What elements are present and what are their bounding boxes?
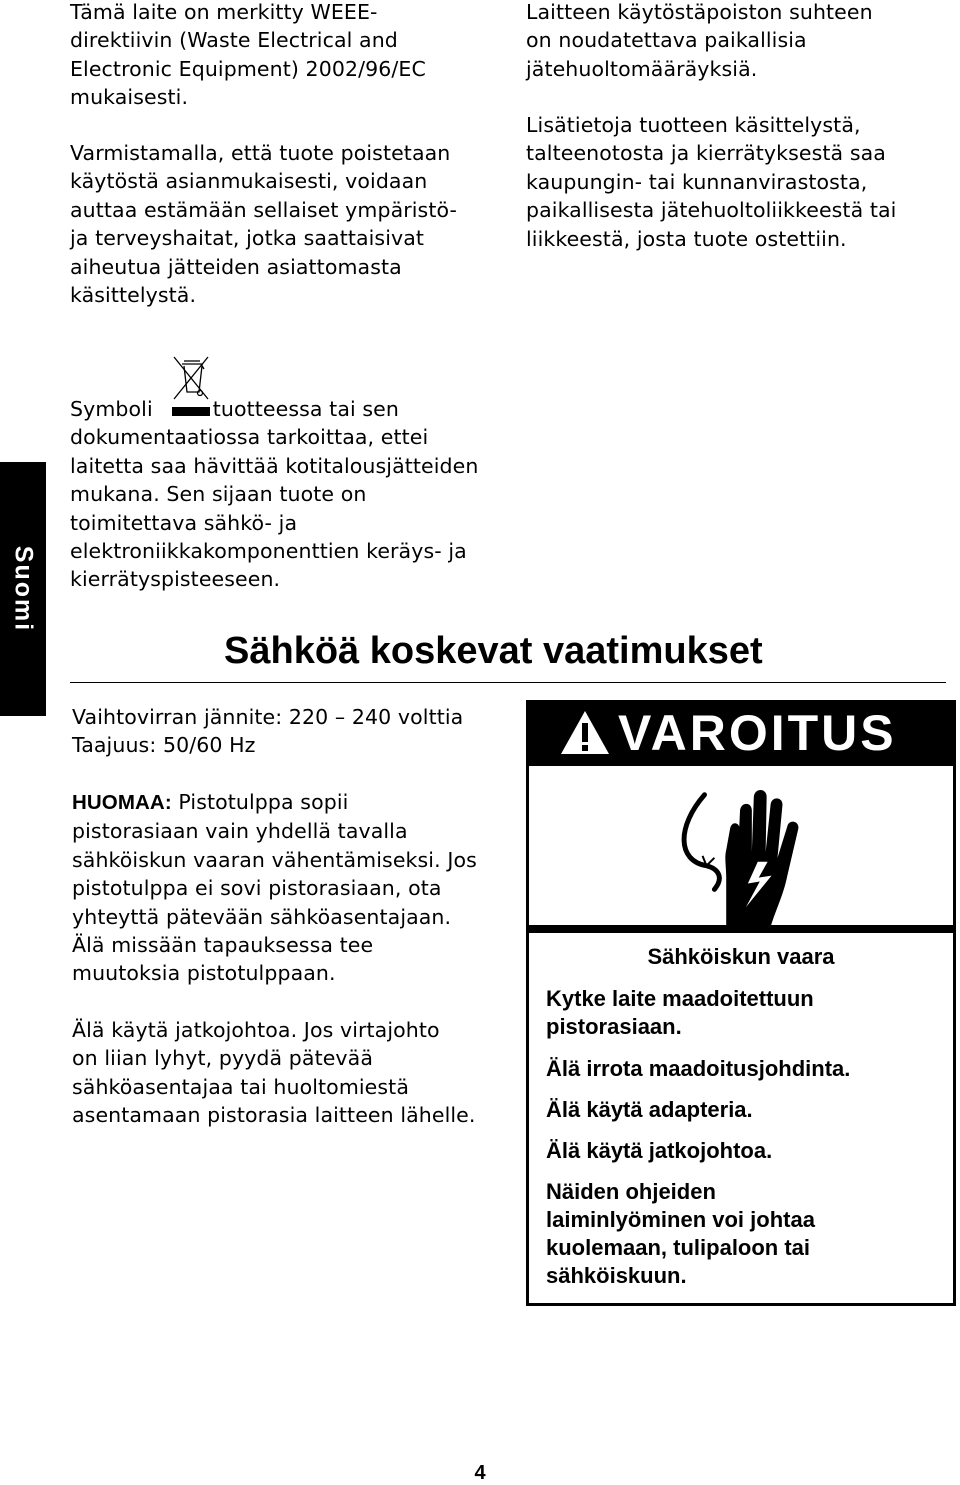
text-line: paikallisesta jätehuoltoliikkeestä tai — [526, 198, 897, 223]
text-line: talteenotosta ja kierrätyksestä saa — [526, 141, 886, 166]
note-text: Pistotulppa sopii — [171, 790, 349, 814]
extension-cord-paragraph — [72, 1016, 476, 1130]
symbol-trailing-text: tuotteessa tai sen — [212, 397, 399, 421]
text-line: Kytke laite maadoitettuun — [546, 986, 814, 1011]
text-line: sähköiskuun. — [546, 1263, 687, 1288]
warning-box — [526, 700, 956, 1306]
text-line: laitetta saa hävittää kotitalousjätteiden — [70, 453, 479, 478]
warning-separator — [526, 925, 956, 933]
text-line: elektroniikkakomponenttien keräys- ja — [70, 539, 467, 564]
text-line: on noudatettava paikallisia — [526, 28, 807, 53]
disposal-benefit-paragraph — [70, 139, 457, 309]
warning-title: VAROITUS — [618, 705, 897, 761]
text-line: käytöstä asianmukaisesti, voidaan — [70, 169, 428, 194]
text-line: mukaisesti. — [70, 85, 189, 110]
electric-shock-hand-icon — [529, 766, 953, 928]
text-line: pistorasiaan vain yhdellä tavalla — [72, 819, 408, 844]
text-line: Tämä laite on merkitty WEEE- — [70, 0, 378, 24]
warning-body — [526, 933, 956, 1306]
text-line: direktiivin (Waste Electrical and — [70, 28, 398, 53]
voltage-line: Vaihtovirran jännite: 220 – 240 volttia — [72, 705, 464, 729]
text-line: mukana. Sen sijaan tuote on — [70, 482, 367, 507]
text-line — [70, 395, 478, 423]
frequency-line: Taajuus: 50/60 Hz — [72, 733, 256, 758]
text-line: pistorasiaan. — [546, 1014, 682, 1039]
text-line: Electronic Equipment) 2002/96/EC — [70, 56, 426, 81]
text-line: Varmistamalla, että tuote poistetaan — [70, 141, 451, 165]
text-line: Älä missään tapauksessa tee — [72, 933, 374, 958]
text-line — [72, 788, 477, 817]
text-line: auttaa estämään sellaiset ympäristö- — [70, 197, 457, 222]
text-line: pistotulppa ei sovi pistorasiaan, ota — [72, 876, 442, 901]
section-heading: Sähköä koskevat vaatimukset — [224, 630, 763, 672]
heading-rule — [70, 682, 946, 683]
text-line: ja terveyshaitat, jotka saattaisivat — [70, 226, 425, 251]
text-line: on liian lyhyt, pyydä pätevää — [72, 1046, 373, 1071]
text-line: muutoksia pistotulppaan. — [72, 961, 336, 986]
text-line: asentamaan pistorasia laitteen lähelle. — [72, 1103, 476, 1128]
more-info-paragraph — [526, 111, 896, 253]
plug-note-paragraph — [72, 788, 477, 988]
local-regulations-paragraph — [526, 0, 873, 83]
text-line: Älä käytä jatkojohtoa. Jos virtajohto — [72, 1018, 440, 1042]
symbol-lead-text: Symboli — [70, 397, 153, 421]
text-line: laiminlyöminen voi johtaa — [546, 1207, 815, 1232]
text-line: dokumentaatiossa tarkoittaa, ettei — [70, 425, 429, 450]
note-label: HUOMAA: — [72, 791, 172, 814]
text-line: sähköiskun vaaran vähentämiseksi. Jos — [72, 847, 477, 872]
page-number: 4 — [474, 1462, 486, 1484]
warning-item-ground-wire: Älä irrota maadoitusjohdinta. — [546, 1056, 851, 1081]
text-line: Lisätietoja tuotteen käsittelystä, — [526, 113, 861, 137]
weee-paragraph — [70, 0, 426, 112]
text-line: aiheutua jätteiden asiattomasta — [70, 254, 402, 279]
language-tab-label: Suomi — [9, 545, 38, 633]
text-line: jätehuoltomääräyksiä. — [526, 56, 758, 81]
text-line: Laitteen käytöstäpoiston suhteen — [526, 0, 873, 24]
text-line: toimitettava sähkö- ja — [70, 510, 298, 535]
electrical-spec — [72, 703, 463, 760]
warning-triangle-icon — [560, 710, 610, 755]
text-line: käsittelystä. — [70, 283, 197, 308]
text-line: kuolemaan, tulipaloon tai — [546, 1235, 811, 1260]
text-line: yhteyttä pätevään sähköasentajaan. — [72, 904, 452, 929]
text-line: kaupungin- tai kunnanvirastosta, — [526, 169, 868, 194]
warning-item-consequence — [546, 1178, 815, 1290]
text-line: kierrätyspisteeseen. — [70, 567, 281, 592]
symbol-paragraph — [70, 395, 478, 594]
text-line: Näiden ohjeiden — [546, 1179, 716, 1204]
warning-header — [526, 700, 956, 766]
warning-item-ground — [546, 985, 814, 1041]
text-line: sähköasentajaa tai huoltomiestä — [72, 1074, 409, 1099]
warning-picture-panel — [526, 766, 956, 928]
warning-subtitle: Sähköiskun vaara — [647, 944, 835, 969]
warning-item-extension: Älä käytä jatkojohtoa. — [546, 1138, 773, 1163]
warning-item-adapter: Älä käytä adapteria. — [546, 1097, 753, 1122]
text-line: liikkeestä, josta tuote ostettiin. — [526, 226, 847, 251]
